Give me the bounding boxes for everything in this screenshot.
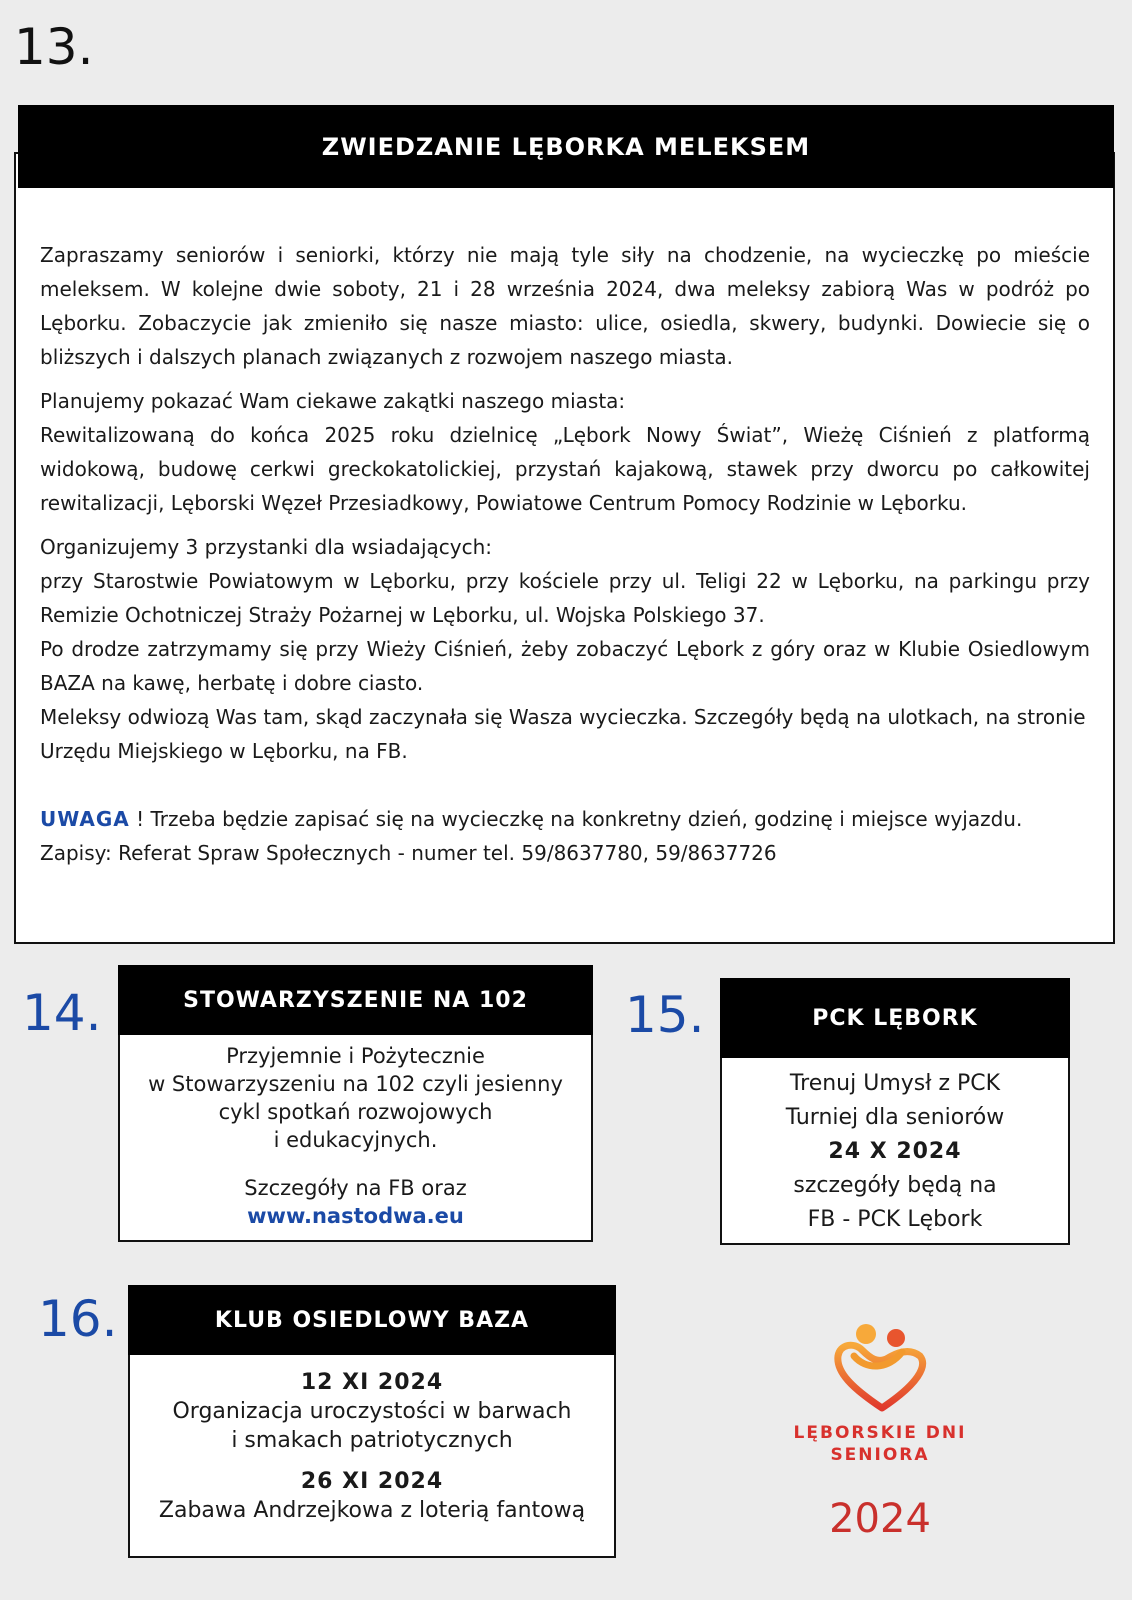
s15-line-2: Turniej dla seniorów — [785, 1105, 1005, 1130]
section-13-content — [40, 238, 1090, 870]
s14-details: Szczegóły na FB oraz — [244, 1176, 467, 1200]
section-number-15: 15. — [625, 986, 705, 1044]
s14-line-1: Przyjemnie i Pożytecznie — [226, 1044, 485, 1068]
section-14-box — [118, 1030, 593, 1242]
s16-event-2: Zabawa Andrzejkowa z loterią fantową — [158, 1498, 586, 1523]
logo-year: 2024 — [829, 1496, 931, 1542]
s14-line-2: w Stowarzyszeniu na 102 czyli jesienny — [148, 1072, 563, 1096]
s16-event-1a: Organizacja uroczystości w barwach — [172, 1399, 572, 1424]
section-13-paragraph-2-intro: Planujemy pokazać Wam ciekawe zakątki naszego miasta: — [40, 389, 626, 413]
s14-line-4: i edukacyjnych. — [273, 1128, 438, 1152]
section-13-signup: Zapisy: Referat Spraw Społecznych - numer tel. 59/8637780, 59/8637726 — [40, 841, 777, 865]
section-13-paragraph-2: Rewitalizowaną do końca 2025 roku dzielnicę „Lębork Nowy Świat”, Wieżę Ciśnień z platformą widokową, budowę cerkwi greckokatolickiej, przystań kajakową, stawek przy dworcu po całkowitej rewitalizacji, Lęborski Węzeł Przesiadkowy, Powiatowe Centrum Pomocy Rodzinie w Lęborku. — [40, 423, 1090, 515]
s16-date-1: 12 XI 2024 — [300, 1370, 444, 1395]
section-13-return: Meleksy odwiozą Was tam, skąd zaczynała się Wasza wycieczka. Szczegóły będą na ulotkach, na stronie Urzędu Miejskiego w Lęborku, na FB. — [40, 705, 1086, 763]
section-14-title: STOWARZYSZENIE NA 102 — [118, 965, 593, 1035]
section-16-box — [128, 1350, 616, 1558]
section-13-notice — [40, 802, 1090, 836]
section-number-14: 14. — [22, 984, 102, 1042]
s15-date: 24 X 2024 — [828, 1139, 962, 1164]
logo-text — [770, 1422, 990, 1466]
s15-line-1: Trenuj Umysł z PCK — [789, 1071, 1001, 1096]
s15-line-4: FB - PCK Lębork — [807, 1207, 983, 1232]
s14-website-link[interactable]: www.nastodwa.eu — [247, 1204, 464, 1228]
logo-line-1: LĘBORSKIE DNI — [793, 1423, 967, 1443]
uwaga-text: ! Trzeba będzie zapisać się na wycieczkę na konkretny dzień, godzinę i miejsce wyjazdu. — [129, 807, 1023, 831]
s14-line-3: cykl spotkań rozwojowych — [218, 1100, 493, 1124]
section-15-title: PCK LĘBORK — [720, 978, 1070, 1058]
logo-line-2: SENIORA — [830, 1445, 930, 1465]
s16-event-1b: i smakach patriotycznych — [231, 1428, 513, 1453]
section-number-13: 13. — [14, 18, 94, 76]
uwaga-label: UWAGA — [40, 807, 130, 831]
s16-date-2: 26 XI 2024 — [300, 1469, 444, 1494]
s15-line-3: szczegóły będą na — [793, 1173, 997, 1198]
section-number-16: 16. — [38, 1290, 118, 1348]
section-13-paragraph-1: Zapraszamy seniorów i seniorki, którzy nie mają tyle siły na chodzenie, na wycieczkę po mieście meleksem. W kolejne dwie soboty, 21 i 28 września 2024, dwa meleksy zabiorą Was w podróż po Lęborku. Zobaczycie jak zmieniło się nasze miasto: ulice, osiedla, skwery, budynki. Dowiecie się o bliższych i dalszych planach związanych z rozwojem naszego miasta. — [40, 243, 1090, 369]
heart-people-logo-icon — [832, 1322, 932, 1414]
section-13-stops: przy Starostwie Powiatowym w Lęborku, przy kościele przy ul. Teligi 22 w Lęborku, na parkingu przy Remizie Ochotniczej Straży Pożarnej w Lęborku, ul. Wojska Polskiego 37. — [40, 569, 1090, 627]
section-16-title: KLUB OSIEDLOWY BAZA — [128, 1285, 616, 1355]
section-15-box — [720, 1055, 1070, 1245]
section-13-paragraph-3-intro: Organizujemy 3 przystanki dla wsiadających: — [40, 535, 492, 559]
section-13-title: ZWIEDZANIE LĘBORKA MELEKSEM — [18, 105, 1114, 188]
section-13-stops-detail: Po drodze zatrzymamy się przy Wieży Ciśnień, żeby zobaczyć Lębork z góry oraz w Klubie Osiedlowym BAZA na kawę, herbatę i dobre ciasto. — [40, 637, 1090, 695]
